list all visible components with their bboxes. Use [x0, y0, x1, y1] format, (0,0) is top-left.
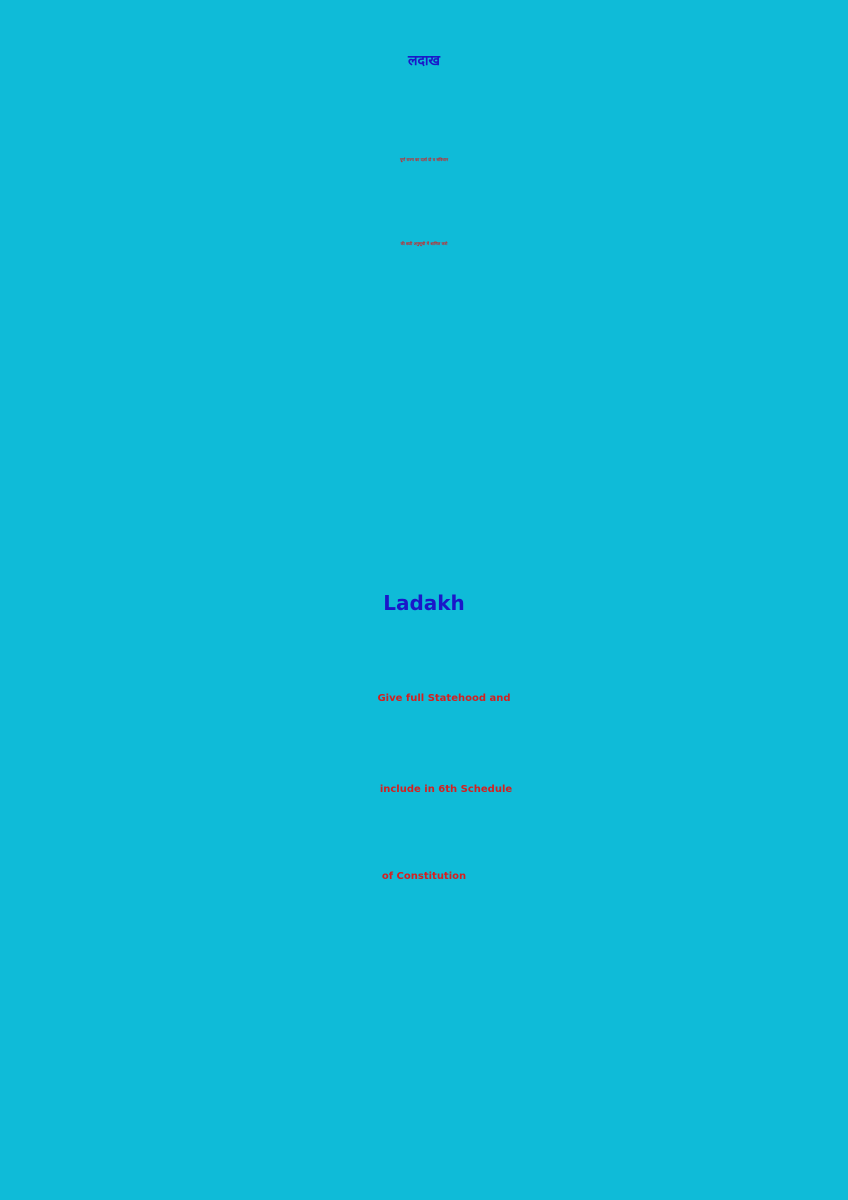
hindi-contact [0, 461, 848, 495]
english-date [0, 934, 848, 968]
hindi-speaker [0, 383, 848, 417]
hindi-title: लदाख [407, 53, 440, 69]
english-contact [0, 1084, 848, 1118]
hindi-slogan-line-2: की छठी अनुसूची में शामिल करो [400, 241, 448, 246]
hindi-slogan-line-1: पूर्ण राज्य का दर्ज़ा दो व संविधान [399, 157, 449, 162]
english-title: Ladakh [383, 591, 465, 615]
english-slogan-line-3: of Constitution [381, 871, 467, 882]
english-organiser [0, 1046, 848, 1080]
hindi-time [0, 307, 848, 341]
english-slogan-line-1: Give full Statehood and [377, 693, 511, 704]
english-contact-phone [0, 1120, 848, 1154]
hindi-organiser [0, 421, 848, 455]
english-venue [0, 972, 848, 1006]
english-slogan-line-2: include in 6th Schedule [379, 784, 513, 795]
hindi-venue [0, 345, 848, 379]
english-speaker [0, 1010, 848, 1044]
